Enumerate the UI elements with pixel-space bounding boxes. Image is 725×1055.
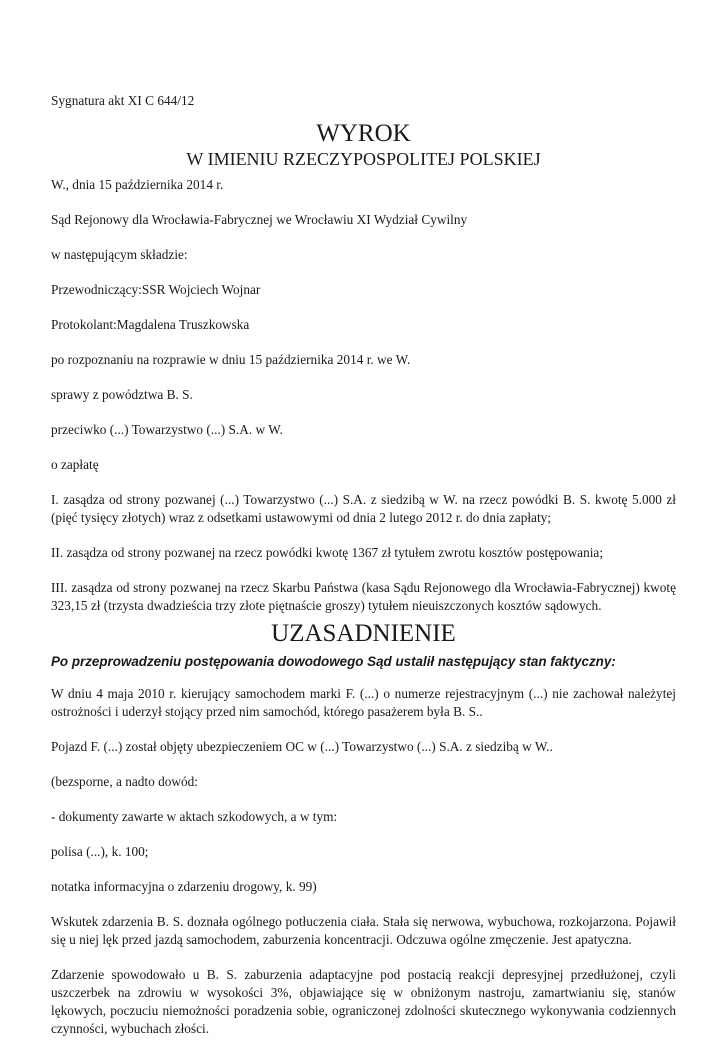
justification-heading: UZASADNIENIE: [271, 620, 456, 647]
justification-paragraph: - dokumenty zawarte w aktach szkodowych, a w tym:: [51, 809, 338, 824]
justification-paragraph: W dniu 4 maja 2010 r. kierujący samochodem marki F. (...) o numerze rejestracyjnym (...) nie zachował należytej ostrożności i uderzył stojący przed nim samochód, którego pasażerem była B. S..: [51, 686, 676, 719]
hearing-info: po rozpoznaniu na rozprawie w dniu 15 października 2014 r. we W.: [51, 352, 411, 367]
justification-paragraph: (bezsporne, a nadto dowód:: [51, 774, 198, 789]
chair-judge: Przewodniczący:SSR Wojciech Wojnar: [51, 282, 261, 297]
document-page: [51, 92, 676, 1055]
justification-lead: Po przeprowadzeniu postępowania dowodowego Sąd ustalił następujący stan faktyczny:: [51, 654, 616, 669]
justification-paragraph: Zdarzenie spowodowało u B. S. zaburzenia adaptacyjne pod postacią reakcji depresyjnej przedłużonej, czyli uszczerbek na zdrowiu w wysokości 3%, objawiające się w obniżonym nastroju, zamartwianiu się, stanów lękowych, poczuciu niemożności poradzenia sobie, ograniczonej zdolności skutecznego wykonywania codziennych czynności, wybuchach złości.: [51, 967, 676, 1036]
judgment-title: WYROK: [316, 120, 411, 147]
case-defendant: przeciwko (...) Towarzystwo (...) S.A. w W.: [51, 422, 283, 437]
ruling-item: III. zasądza od strony pozwanej na rzecz Skarbu Państwa (kasa Sądu Rejonowego dla Wrocławia-Fabrycznej) kwotę 323,15 zł (trzysta dwadzieścia trzy złote piętnaście groszy) tytułem nieuiszczonych kosztów sądowych.: [51, 580, 676, 613]
case-subject: o zapłatę: [51, 457, 99, 472]
ruling-item: II. zasądza od strony pozwanej na rzecz powódki kwotę 1367 zł tytułem zwrotu kosztów postępowania;: [51, 545, 604, 560]
date-line: W., dnia 15 października 2014 r.: [51, 177, 224, 192]
justification-paragraph: polisa (...), k. 100;: [51, 844, 149, 859]
composition-intro: w następującym składzie:: [51, 247, 188, 262]
justification-paragraph: Pojazd F. (...) został objęty ubezpieczeniem OC w (...) Towarzystwo (...) S.A. z siedzibą w W..: [51, 739, 553, 754]
justification-paragraph: Wskutek zdarzenia B. S. doznała ogólnego potłuczenia ciała. Stała się nerwowa, wybuchowa, rozkojarzona. Pojawił się u niej lęk przed jazdą samochodem, zaburzenia koncentracji. Odczuwa ogólne zmęczenie. Jest apatyczna.: [51, 914, 676, 947]
court-name: Sąd Rejonowy dla Wrocławia-Fabrycznej we Wrocławiu XI Wydział Cywilny: [51, 212, 468, 227]
case-plaintiff: sprawy z powództwa B. S.: [51, 387, 193, 402]
clerk: Protokolant:Magdalena Truszkowska: [51, 317, 250, 332]
justification-paragraph: notatka informacyjna o zdarzeniu drogowy, k. 99): [51, 879, 317, 894]
case-signature: Sygnatura akt XI C 644/12: [51, 93, 195, 108]
judgment-subtitle: W IMIENIU RZECZYPOSPOLITEJ POLSKIEJ: [186, 149, 541, 169]
ruling-item: I. zasądza od strony pozwanej (...) Towarzystwo (...) S.A. z siedzibą w W. na rzecz powódki B. S. kwotę 5.000 zł (pięć tysięcy złotych) wraz z odsetkami ustawowymi od dnia 2 lutego 2012 r. do dnia zapłaty;: [51, 492, 676, 525]
